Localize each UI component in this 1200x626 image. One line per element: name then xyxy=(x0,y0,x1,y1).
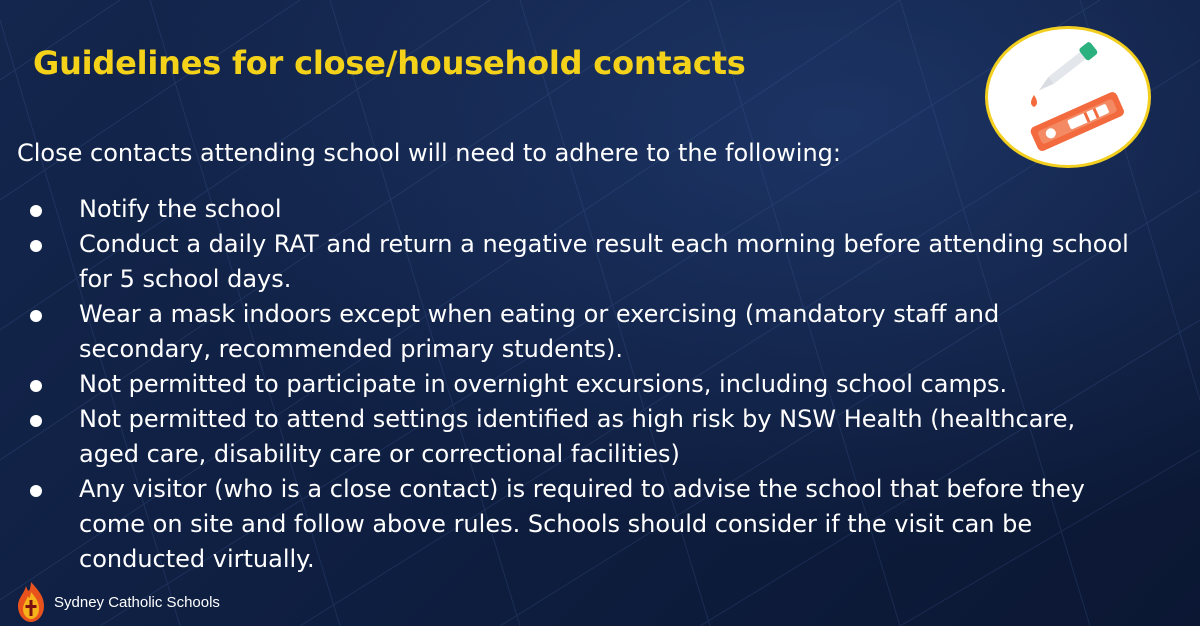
list-item-text: Conduct a daily RAT and return a negative result each morning before attending school for 5 school days. xyxy=(79,230,1129,293)
list-item-text: Any visitor (who is a close contact) is required to advise the school that before they come on site and follow above rules. Schools should consider if the visit can be conducted virtually. xyxy=(79,475,1085,573)
list-item xyxy=(30,227,1130,297)
intro-text: Close contacts attending school will need to adhere to the following: xyxy=(17,139,841,167)
guideline-list xyxy=(30,192,1130,577)
bullet-icon xyxy=(30,415,42,427)
bullet-icon xyxy=(30,485,42,497)
list-item xyxy=(30,402,1130,472)
sydney-catholic-schools-logo xyxy=(14,580,220,624)
bullet-icon xyxy=(30,310,42,322)
list-item-text: Wear a mask indoors except when eating or exercising (mandatory staff and secondary, recommended primary students). xyxy=(79,300,1000,363)
list-item xyxy=(30,367,1130,402)
flame-cross-logo-icon xyxy=(14,580,48,624)
bullet-icon xyxy=(30,380,42,392)
list-item-text: Notify the school xyxy=(79,195,282,223)
bullet-icon xyxy=(30,205,42,217)
list-item-text: Not permitted to attend settings identified as high risk by NSW Health (healthcare, aged care, disability care or correctional facilities) xyxy=(79,405,1076,468)
logo-text: Sydney Catholic Schools xyxy=(54,593,220,611)
list-item xyxy=(30,297,1130,367)
bullet-icon xyxy=(30,240,42,252)
list-item xyxy=(30,472,1130,577)
rapid-antigen-test-icon xyxy=(988,29,1148,165)
list-item xyxy=(30,192,1130,227)
list-item-text: Not permitted to participate in overnight excursions, including school camps. xyxy=(79,370,1008,398)
slide-title: Guidelines for close/household contacts xyxy=(33,44,746,82)
rat-illustration xyxy=(985,26,1151,168)
